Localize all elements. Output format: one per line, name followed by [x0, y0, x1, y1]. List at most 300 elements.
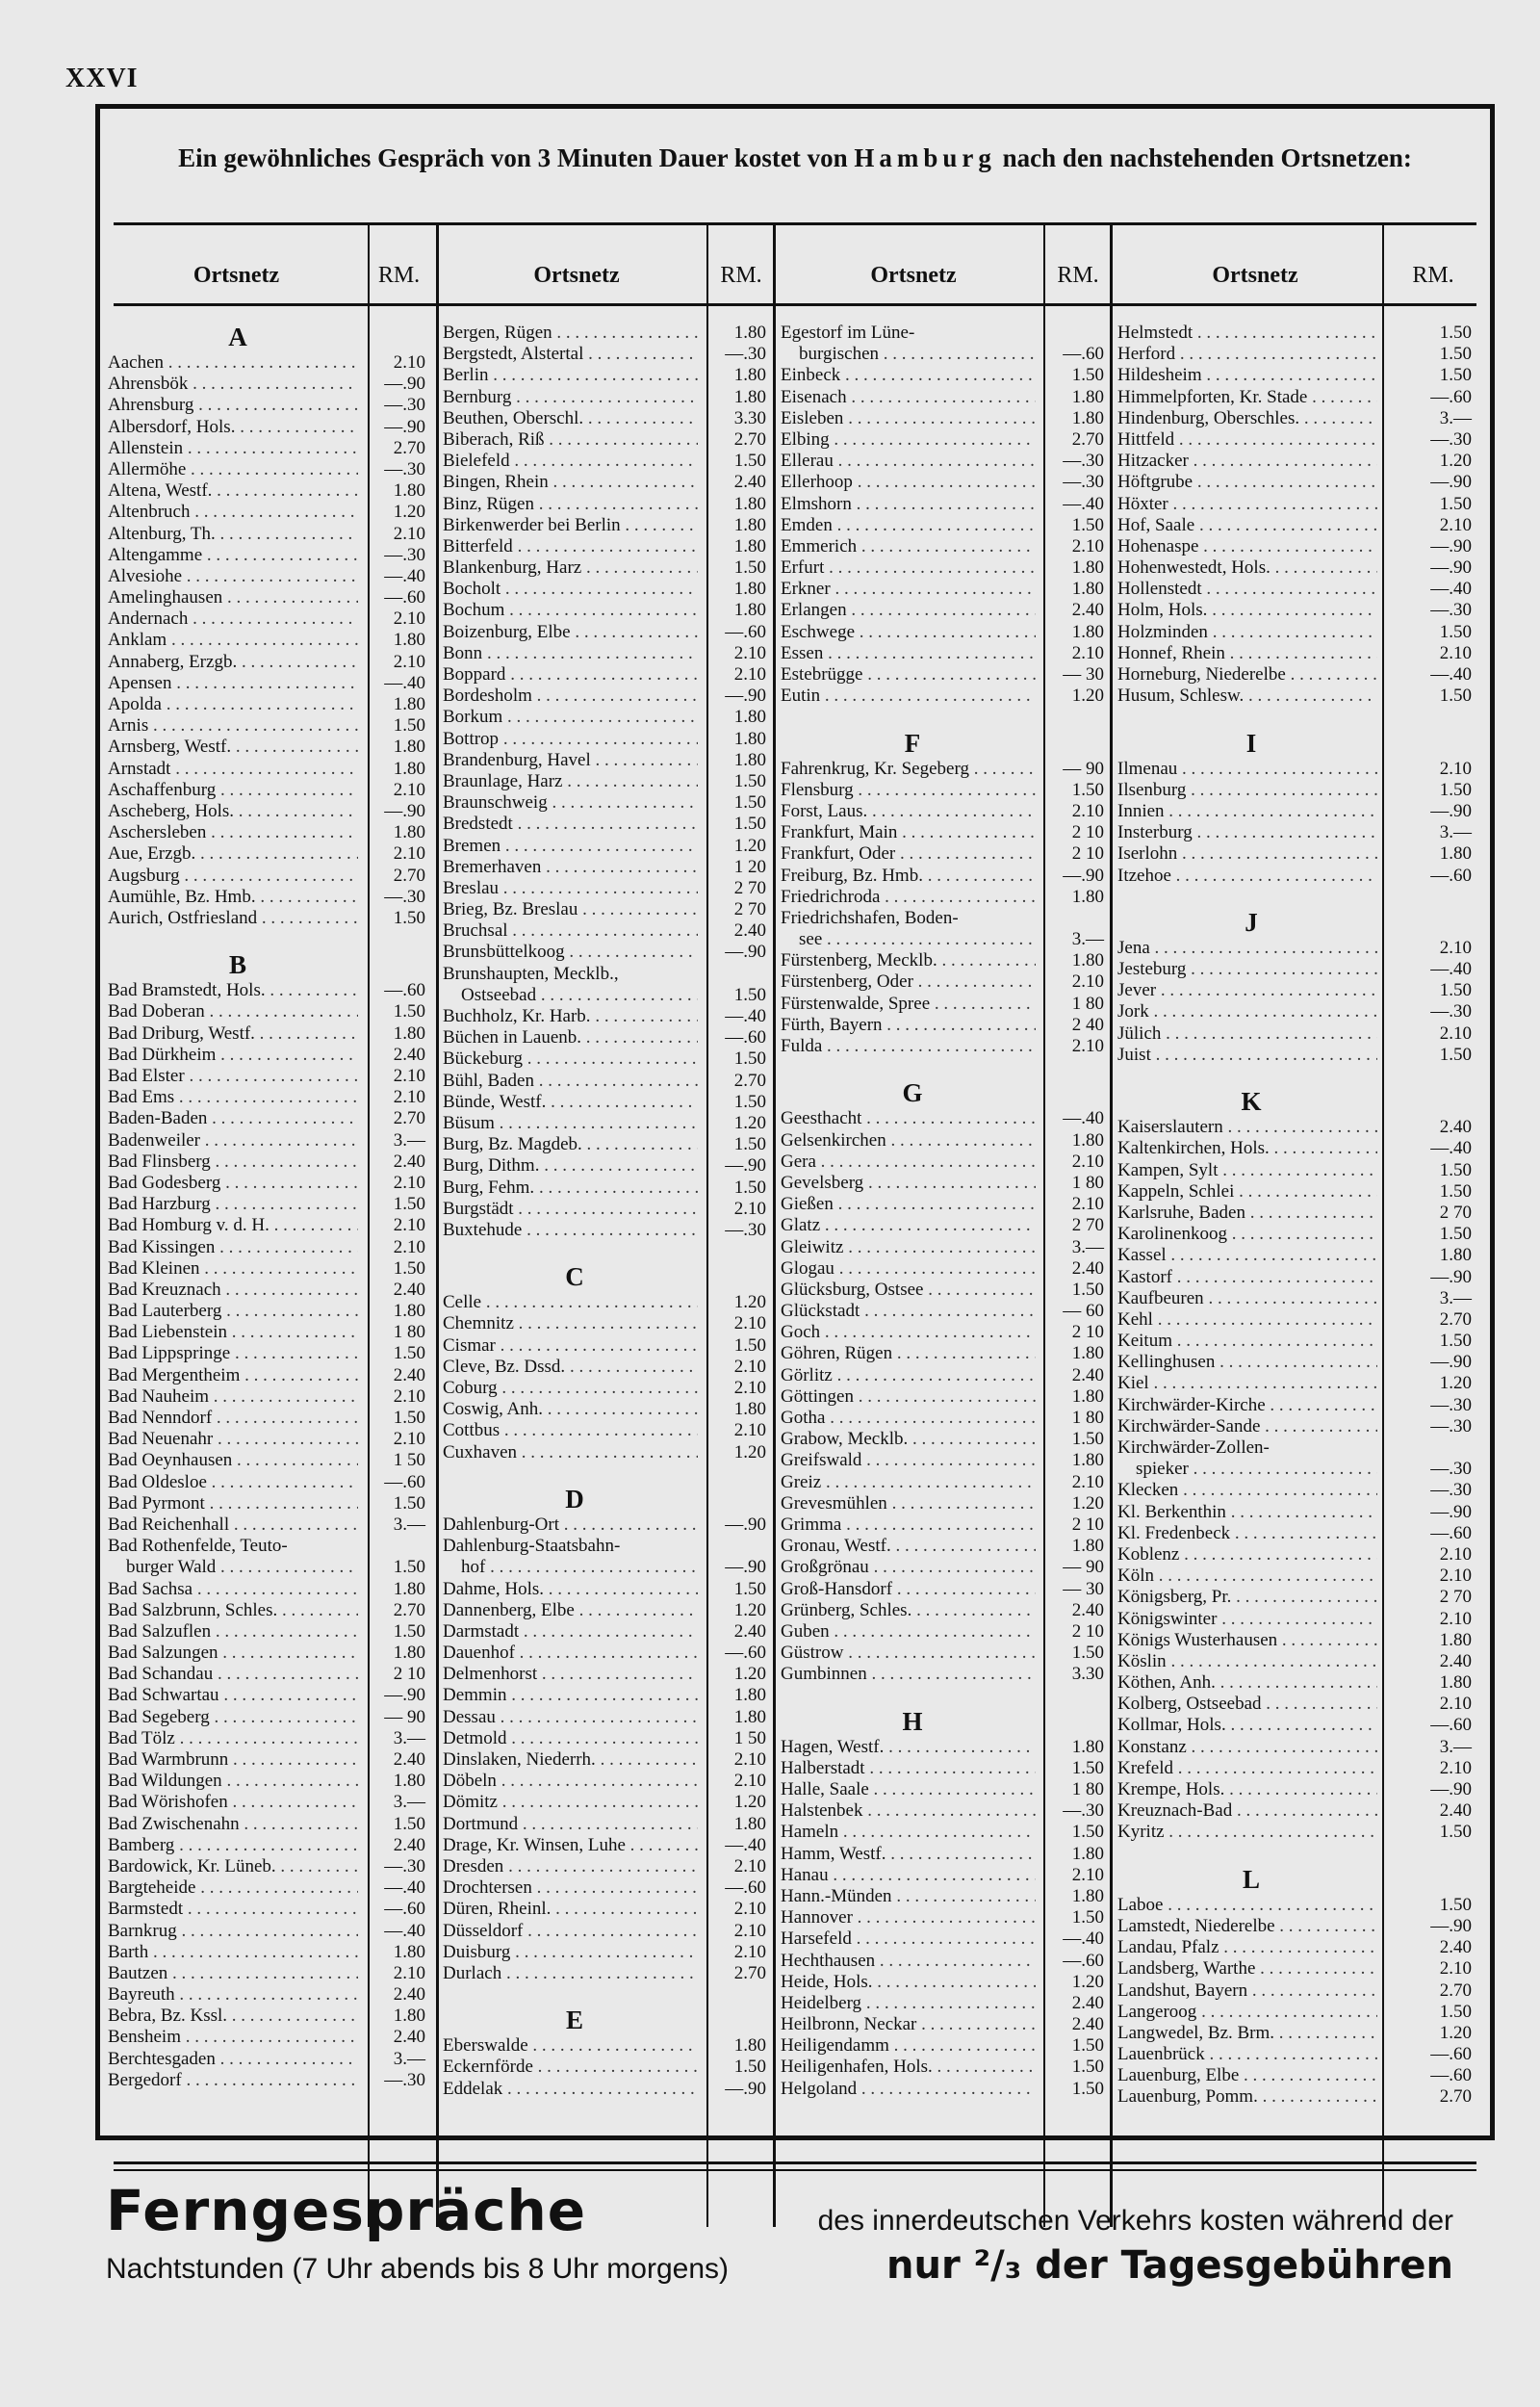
price-value: —.40 — [384, 1920, 425, 1941]
place-name: Dahlenburg-Staatsbahn- — [443, 1536, 621, 1557]
price-value: 2.70 — [1439, 1308, 1472, 1330]
table-row — [781, 1301, 1108, 1322]
table-row — [781, 1108, 1108, 1129]
table-row — [443, 1357, 770, 1378]
table-row — [1117, 1001, 1491, 1022]
column-rule — [1110, 224, 1113, 2227]
price-value: 2 10 — [1071, 822, 1104, 843]
price-value: 1.50 — [1439, 779, 1472, 800]
table-row — [781, 2079, 1108, 2100]
place-name: Gleiwitz . . . — [781, 1237, 1036, 1258]
price-value: —.60 — [384, 1899, 425, 1920]
table-row — [1117, 1800, 1491, 1822]
price-value: —.90 — [384, 800, 425, 821]
price-value: 1.80 — [1439, 1629, 1472, 1650]
table-row — [443, 536, 770, 557]
table-row — [1117, 1331, 1491, 1352]
spacer-row — [781, 1685, 1108, 1706]
table-row — [781, 622, 1108, 643]
place-name: Altenburg, Th. . . . — [108, 524, 358, 545]
price-value: 1 80 — [1071, 1172, 1104, 1193]
table-row — [781, 1758, 1108, 1779]
table-row — [781, 908, 1108, 929]
table-row — [108, 1707, 433, 1728]
table-row — [1117, 866, 1491, 887]
place-name: Kellinghusen . . . — [1117, 1352, 1377, 1373]
table-row — [781, 929, 1108, 950]
place-name: Bad Mergentheim . . . — [108, 1365, 358, 1386]
place-name: Eisenach . . . — [781, 387, 1036, 408]
place-name: Ellerhoop . . . — [781, 472, 1036, 493]
place-name: Husum, Schlesw. . . . — [1117, 686, 1377, 707]
table-row — [108, 673, 433, 694]
table-row — [781, 1664, 1108, 1685]
table-row — [1117, 843, 1491, 865]
spacer-row — [781, 1057, 1108, 1078]
place-name: Braunlage, Harz . . . — [443, 771, 698, 792]
place-name: Bottrop . . . — [443, 729, 698, 750]
table-row — [781, 515, 1108, 536]
section-letter-text: D — [565, 1484, 584, 1514]
price-value: 1.50 — [1439, 365, 1472, 386]
price-value: 3.— — [1439, 407, 1472, 428]
place-name: Gera . . . — [781, 1152, 1036, 1173]
price-value: 1.50 — [733, 770, 766, 791]
price-value: 2.10 — [733, 1198, 766, 1219]
place-name: Güstrow . . . — [781, 1643, 1036, 1664]
place-name: Kl. Berkenthin . . . — [1117, 1502, 1377, 1523]
price-value: —.90 — [725, 1155, 766, 1177]
place-name: Bad Bramstedt, Hols. . . . — [108, 980, 358, 1001]
price-value: 1.50 — [1071, 1429, 1104, 1450]
table-column-2 — [443, 323, 770, 2100]
section-letter — [443, 1262, 770, 1292]
price-value: —.60 — [1430, 386, 1472, 407]
place-name: Gießen . . . — [781, 1194, 1036, 1215]
table-row — [781, 1173, 1108, 1194]
table-row — [1117, 2002, 1491, 2023]
price-value: 2.10 — [393, 1385, 425, 1407]
price-value: 2.10 — [733, 1855, 766, 1876]
place-name: Ahrensburg . . . — [108, 395, 358, 416]
section-letter — [108, 950, 433, 980]
place-name: Burg, Dithm. . . . — [443, 1155, 698, 1177]
table-row — [781, 780, 1108, 801]
table-row — [108, 1643, 433, 1664]
table-row — [443, 1514, 770, 1536]
place-name: Langeroog . . . — [1117, 2002, 1377, 2023]
table-row — [781, 2057, 1108, 2078]
price-value: 1 50 — [393, 1450, 425, 1471]
price-value: —.30 — [384, 395, 425, 416]
price-value: 1.50 — [733, 984, 766, 1005]
price-value: 2.70 — [733, 1962, 766, 1983]
table-row — [108, 1771, 433, 1792]
price-value: 1.80 — [1071, 1843, 1104, 1864]
price-value: 2.70 — [1439, 2086, 1472, 2108]
place-name: Gronau, Westf. . . . — [781, 1536, 1036, 1557]
table-row — [108, 1536, 433, 1557]
price-value: 1.50 — [393, 1194, 425, 1215]
place-name: Düren, Rheinl. . . . — [443, 1899, 698, 1920]
place-name: Hagen, Westf. . . . — [781, 1737, 1036, 1758]
place-name: Annaberg, Erzgb. . . . — [108, 652, 358, 673]
price-value: 3.— — [1439, 1736, 1472, 1757]
place-name: Holzminden . . . — [1117, 622, 1377, 643]
place-name: Dessau . . . — [443, 1707, 698, 1728]
place-name: Arnis . . . — [108, 715, 358, 737]
section-letter — [1117, 1865, 1491, 1895]
place-name: Bad Ems . . . — [108, 1087, 358, 1108]
place-name: Holm, Hols. . . . — [1117, 600, 1377, 621]
place-name: Aschersleben . . . — [108, 822, 358, 843]
price-value: — 90 — [1063, 1557, 1104, 1578]
place-name: Kolberg, Ostseebad . . . — [1117, 1694, 1377, 1715]
price-value: —.60 — [1430, 1715, 1472, 1736]
price-value: 1.50 — [393, 1557, 425, 1578]
place-name: Ilmenau . . . — [1117, 759, 1377, 780]
price-value: — 30 — [1063, 664, 1104, 685]
footer-line-2 — [106, 2243, 1453, 2288]
place-name: Bredstedt . . . — [443, 814, 698, 835]
place-name: Bad Zwischenahn . . . — [108, 1814, 358, 1835]
price-value: 1.50 — [393, 1620, 425, 1642]
price-value: —.60 — [1063, 344, 1104, 365]
table-row — [443, 857, 770, 878]
table-row — [443, 365, 770, 386]
price-value: 2.10 — [733, 642, 766, 663]
footer-rule — [114, 2161, 1476, 2164]
table-row — [1117, 1224, 1491, 1245]
place-name: Bad Wildungen . . . — [108, 1771, 358, 1792]
price-value: 1.50 — [393, 715, 425, 737]
place-name: Hameln . . . — [781, 1822, 1036, 1843]
place-name: Anklam . . . — [108, 630, 358, 651]
place-name: Glatz . . . — [781, 1215, 1036, 1236]
table-row — [443, 1092, 770, 1113]
heading-post: nach den nachstehenden Ortsnetzen: — [1002, 143, 1412, 172]
place-name: Dahme, Hols. . . . — [443, 1579, 698, 1600]
section-letter-text: F — [904, 728, 921, 758]
price-value: 2.40 — [1071, 1257, 1104, 1279]
price-value: 1.50 — [1071, 2035, 1104, 2057]
price-value: —.40 — [384, 672, 425, 693]
price-value: 1.50 — [1439, 323, 1472, 343]
price-value: 1.80 — [1439, 1245, 1472, 1266]
price-value: —.30 — [1430, 600, 1472, 621]
place-name: Augsburg . . . — [108, 866, 358, 887]
price-value: 1.20 — [1071, 1492, 1104, 1514]
price-value: 1.50 — [393, 1257, 425, 1279]
section-letter-text: E — [565, 2006, 583, 2035]
table-row — [443, 1963, 770, 1984]
place-name: Essen . . . — [781, 643, 1036, 664]
table-row — [443, 1792, 770, 1813]
place-name: Düsseldorf . . . — [443, 1921, 698, 1942]
price-value: 1.80 — [393, 2006, 425, 2027]
place-name: Bonn . . . — [443, 643, 698, 664]
place-name: Bergedorf . . . — [108, 2070, 358, 2091]
table-row — [1117, 643, 1491, 664]
price-value: 2.10 — [1071, 1036, 1104, 1056]
price-value: 3.— — [1071, 1236, 1104, 1257]
price-value: 2.10 — [733, 1920, 766, 1941]
price-value: 2.10 — [1439, 1543, 1472, 1565]
price-value: 1.50 — [733, 451, 766, 472]
table-row — [443, 1579, 770, 1600]
place-name: Lauenburg, Pomm. . . . — [1117, 2086, 1377, 2108]
section-letter — [781, 1707, 1108, 1737]
price-value: 2 10 — [1071, 843, 1104, 865]
place-name: Jesteburg . . . — [1117, 959, 1377, 980]
price-value: 2 70 — [733, 899, 766, 920]
place-name: Kassel . . . — [1117, 1245, 1377, 1266]
place-name: Altena, Westf. . . . — [108, 480, 358, 502]
price-value: 1.50 — [393, 1408, 425, 1428]
place-name: Göhren, Rügen . . . — [781, 1343, 1036, 1364]
place-name: Keitum . . . — [1117, 1331, 1377, 1352]
table-row — [1117, 1480, 1491, 1501]
table-row — [1117, 1715, 1491, 1736]
place-name: Frankfurt, Oder . . . — [781, 843, 1036, 865]
table-row — [108, 1066, 433, 1087]
place-name: Dortmund . . . — [443, 1814, 698, 1835]
place-name: Bad Oeynhausen . . . — [108, 1450, 358, 1471]
place-name: Altenbruch . . . — [108, 502, 358, 523]
spacer-row — [1117, 887, 1491, 908]
table-row — [443, 1600, 770, 1621]
place-name: Bad Homburg v. d. H. . . . — [108, 1215, 358, 1236]
table-row — [1117, 1758, 1491, 1779]
place-name: Bitterfeld . . . — [443, 536, 698, 557]
place-name: Allermöhe . . . — [108, 459, 358, 480]
price-value: 2.10 — [733, 1771, 766, 1792]
place-name: Eschwege . . . — [781, 622, 1036, 643]
col-header-ortsnetz: Ortsnetz — [192, 263, 280, 288]
table-row — [781, 1237, 1108, 1258]
table-row — [1117, 2044, 1491, 2065]
price-value: 2.40 — [393, 1151, 425, 1172]
price-value: 2.10 — [1071, 1151, 1104, 1172]
table-row — [108, 1600, 433, 1621]
place-name: Binz, Rügen . . . — [443, 494, 698, 515]
price-value: 1.50 — [1439, 1159, 1472, 1180]
table-row — [443, 1557, 770, 1578]
price-value: —.60 — [384, 587, 425, 608]
table-row — [108, 1942, 433, 1963]
place-name: Bayreuth . . . — [108, 1984, 358, 2006]
table-row — [781, 557, 1108, 579]
place-name: Krempe, Hols. . . . — [1117, 1779, 1377, 1800]
place-name: burgischen . . . — [781, 344, 1036, 365]
price-value: 1.50 — [1071, 2057, 1104, 2078]
place-name: Jever . . . — [1117, 980, 1377, 1001]
price-value: 2.10 — [1439, 1694, 1472, 1715]
section-letter — [443, 1485, 770, 1514]
place-name: Bad Kissingen . . . — [108, 1237, 358, 1258]
place-name: Einbeck . . . — [781, 365, 1036, 386]
table-row — [443, 579, 770, 600]
table-row — [781, 1280, 1108, 1301]
place-name: Glücksburg, Ostsee . . . — [781, 1280, 1036, 1301]
table-row — [781, 1429, 1108, 1450]
table-row — [1117, 1267, 1491, 1288]
place-name: Cismar . . . — [443, 1335, 698, 1357]
place-name: Bremen . . . — [443, 836, 698, 857]
table-row — [781, 822, 1108, 843]
price-value: 2.10 — [1439, 514, 1472, 535]
place-name: Bad Lippspringe . . . — [108, 1343, 358, 1364]
table-row — [443, 387, 770, 408]
table-row — [443, 836, 770, 857]
price-value: 1.80 — [1071, 1885, 1104, 1906]
place-name: Bordesholm . . . — [443, 686, 698, 707]
price-value: 1 80 — [393, 1322, 425, 1343]
table-row — [443, 408, 770, 429]
place-name: Bamberg . . . — [108, 1835, 358, 1856]
table-row — [781, 1800, 1108, 1822]
price-value: 1.80 — [393, 1643, 425, 1664]
table-row — [781, 494, 1108, 515]
price-value: 1 20 — [733, 856, 766, 877]
table-row — [443, 1621, 770, 1643]
table-row — [1117, 451, 1491, 472]
table-row — [443, 1313, 770, 1334]
table-row — [108, 1728, 433, 1749]
table-row — [108, 417, 433, 438]
table-row — [1117, 1352, 1491, 1373]
table-row — [108, 1108, 433, 1129]
table-row — [108, 502, 433, 523]
table-row — [781, 1822, 1108, 1843]
table-row — [443, 557, 770, 579]
table-row — [108, 1963, 433, 1984]
table-row — [443, 1942, 770, 1963]
spacer-row — [108, 929, 433, 950]
price-value: 2.40 — [733, 472, 766, 493]
price-value: 1.50 — [1439, 1180, 1472, 1202]
place-name: Hindenburg, Oberschles. . . . — [1117, 408, 1377, 429]
place-name: Darmstadt . . . — [443, 1621, 698, 1643]
price-value: 1 80 — [1071, 993, 1104, 1014]
price-value: 1.80 — [733, 1706, 766, 1727]
place-name: Bad Dürkheim . . . — [108, 1045, 358, 1066]
table-row — [108, 608, 433, 630]
place-name: Andernach . . . — [108, 608, 358, 630]
price-value: 1.50 — [393, 1001, 425, 1022]
price-value: —.30 — [1430, 1415, 1472, 1436]
place-name: Durlach . . . — [443, 1963, 698, 1984]
table-row — [443, 1856, 770, 1877]
table-row — [1117, 1958, 1491, 1980]
table-row — [1117, 1544, 1491, 1566]
place-name: Bergstedt, Alstertal . . . — [443, 344, 698, 365]
price-value: 2.40 — [1071, 2014, 1104, 2035]
table-row — [108, 1152, 433, 1173]
table-row — [781, 664, 1108, 686]
place-name: Ellerau . . . — [781, 451, 1036, 472]
place-name: Jülich . . . — [1117, 1023, 1377, 1045]
footer-text-2: Nachtstunden (7 Uhr abends bis 8 Uhr morgens) — [106, 2253, 729, 2285]
table-row — [781, 686, 1108, 707]
place-name: Königswinter . . . — [1117, 1609, 1377, 1630]
table-row — [443, 792, 770, 814]
place-name: Kirchwärder-Kirche . . . — [1117, 1395, 1377, 1416]
table-row — [1117, 1779, 1491, 1800]
price-value: 1.50 — [1071, 1907, 1104, 1928]
price-value: 2.70 — [733, 1070, 766, 1091]
table-row — [443, 1027, 770, 1048]
price-value: 2 10 — [1071, 1322, 1104, 1343]
place-name: Köln . . . — [1117, 1566, 1377, 1587]
price-value: 2.10 — [1071, 1471, 1104, 1492]
table-row — [108, 1322, 433, 1343]
rate-table-frame — [95, 104, 1495, 2140]
table-row — [108, 1877, 433, 1899]
place-name: Koblenz . . . — [1117, 1544, 1377, 1566]
price-value: —.60 — [725, 1027, 766, 1048]
table-row — [1117, 1160, 1491, 1181]
place-name: Fürth, Bayern . . . — [781, 1015, 1036, 1036]
table-row — [1117, 365, 1491, 386]
table-row — [1117, 1916, 1491, 1937]
table-row — [781, 950, 1108, 971]
price-value: 2.10 — [393, 1236, 425, 1257]
place-name: Delmenhorst . . . — [443, 1664, 698, 1685]
place-name: Berlin . . . — [443, 365, 698, 386]
section-letter-text: H — [902, 1706, 923, 1736]
table-row — [443, 1048, 770, 1070]
place-name: Apolda . . . — [108, 694, 358, 715]
price-value: 2.10 — [393, 608, 425, 630]
section-letter — [781, 1078, 1108, 1108]
place-name: Detmold . . . — [443, 1728, 698, 1749]
price-value: 1.80 — [393, 1771, 425, 1792]
price-value: 1.80 — [733, 365, 766, 386]
section-letter — [1117, 1087, 1491, 1117]
place-name: Heiligendamm . . . — [781, 2035, 1036, 2057]
price-value: —.40 — [384, 1877, 425, 1899]
table-row — [781, 1514, 1108, 1536]
table-row — [443, 1442, 770, 1463]
table-row — [443, 1134, 770, 1155]
price-value: —.60 — [1430, 2065, 1472, 2086]
place-name: Fahrenkrug, Kr. Segeberg . . . — [781, 759, 1036, 780]
table-row — [108, 2070, 433, 2091]
price-value: 1.80 — [393, 758, 425, 779]
table-row — [443, 1113, 770, 1134]
table-row — [781, 866, 1108, 887]
table-row — [443, 600, 770, 621]
place-name: Bad Reichenhall . . . — [108, 1514, 358, 1536]
spacer-row — [443, 1241, 770, 1262]
place-name: Buxtehude . . . — [443, 1220, 698, 1241]
table-row — [781, 2035, 1108, 2057]
table-row — [1117, 1309, 1491, 1331]
place-name: Fulda . . . — [781, 1036, 1036, 1057]
column-rule — [773, 224, 776, 2227]
table-row — [108, 1280, 433, 1301]
price-value: —.30 — [1430, 1480, 1472, 1501]
table-row — [108, 1921, 433, 1942]
place-name: Bochum . . . — [443, 600, 698, 621]
spacer-row — [1117, 707, 1491, 728]
place-name: Kaufbeuren . . . — [1117, 1288, 1377, 1309]
price-value: 3.— — [1439, 1287, 1472, 1308]
place-name: Bad Salzungen . . . — [108, 1643, 358, 1664]
place-name: Bensheim . . . — [108, 2027, 358, 2048]
col-header-rm: RM. — [1412, 263, 1454, 288]
